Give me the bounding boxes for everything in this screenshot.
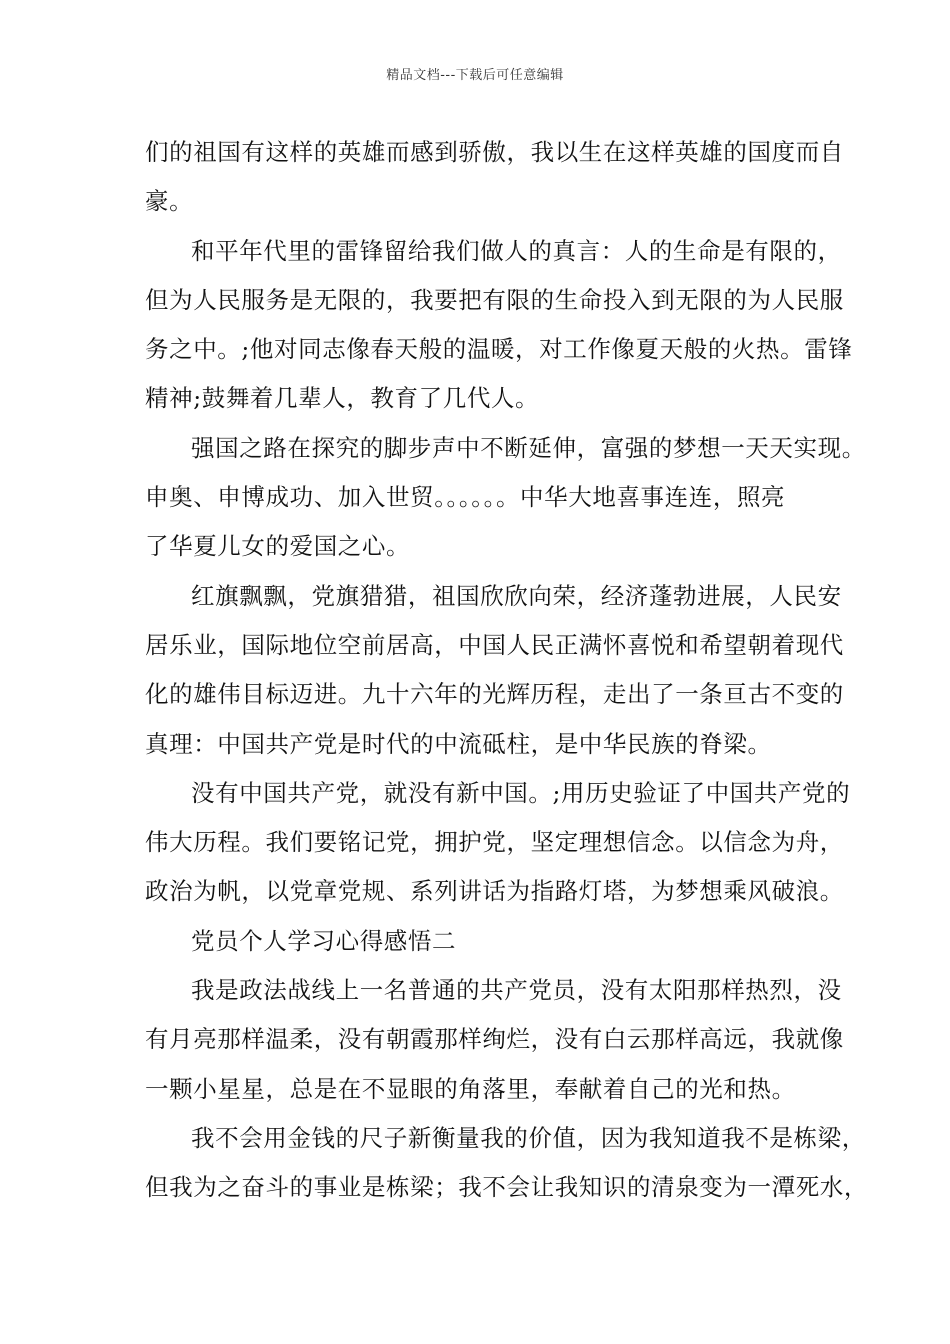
document-body xyxy=(145,128,868,1213)
text-line: 但我为之奋斗的事业是栋梁；我不会让我知识的清泉变为一潭死水， xyxy=(145,1173,868,1202)
paragraph-3 xyxy=(145,424,866,572)
paragraph-7 xyxy=(145,1114,868,1213)
paragraph-1 xyxy=(145,128,844,227)
text-line: 们的祖国有这样的英雄而感到骄傲，我以生在这样英雄的国度而自 xyxy=(145,138,844,166)
text-line: 了华夏儿女的爱国之心。 xyxy=(145,532,411,561)
paragraph-6 xyxy=(145,966,844,1114)
text-line: 我不会用金钱的尺子新衡量我的价值，因为我知道我不是栋梁， xyxy=(191,1123,866,1152)
text-line: 但为人民服务是无限的，我要把有限的生命投入到无限的为人民服 xyxy=(145,285,844,314)
text-line: 红旗飘飘，党旗猎猎，祖国欣欣向荣，经济蓬勃进展，人民安 xyxy=(191,581,842,610)
text-line: 和平年代里的雷锋留给我们做人的真言：人的生命是有限的， xyxy=(191,236,842,265)
text-line: 居乐业，国际地位空前居高，中国人民正满怀喜悦和希望朝着现代 xyxy=(145,630,844,659)
text-line: 政治为帆，以党章党规、系列讲话为指路灯塔，为梦想乘风破浪。 xyxy=(145,877,844,906)
text-line: 强国之路在探究的脚步声中不断延伸，富强的梦想一天天实现。 xyxy=(191,433,866,462)
paragraph-4 xyxy=(145,572,844,769)
text-line: 我是政法战线上一名普通的共产党员，没有太阳那样热烈，没 xyxy=(191,976,842,1005)
text-line: 真理：中国共产党是时代的中流砥柱，是中华民族的脊梁。 xyxy=(145,729,772,758)
paragraph-2 xyxy=(145,227,853,424)
text-line: 化的雄伟目标迈进。九十六年的光辉历程，走出了一条亘古不变的 xyxy=(145,680,844,709)
section-heading: 党员个人学习心得感悟二 xyxy=(191,926,457,955)
text-line: 没有中国共产党，就没有新中国。;用历史验证了中国共产党的 xyxy=(191,778,851,807)
text-line: 伟大历程。我们要铭记党，拥护党，坚定理想信念。以信念为舟， xyxy=(145,828,844,857)
text-line: 申奥、申博成功、加入世贸。。。。。。中华大地喜事连连，照亮 xyxy=(145,483,786,512)
text-line: 精神;鼓舞着几辈人，教育了几代人。 xyxy=(145,384,540,413)
text-line: 务之中。;他对同志像春天般的温暖，对工作像夏天般的火热。雷锋 xyxy=(145,335,853,364)
text-line: 有月亮那样温柔，没有朝霞那样绚烂，没有白云那样高远，我就像 xyxy=(145,1025,844,1054)
page-header: 精品文档---下载后可任意编辑 xyxy=(386,68,564,83)
text-line: 豪。 xyxy=(145,187,194,216)
paragraph-5 xyxy=(145,769,851,917)
text-line: 一颗小星星，总是在不显眼的角落里，奉献着自己的光和热。 xyxy=(145,1074,796,1103)
